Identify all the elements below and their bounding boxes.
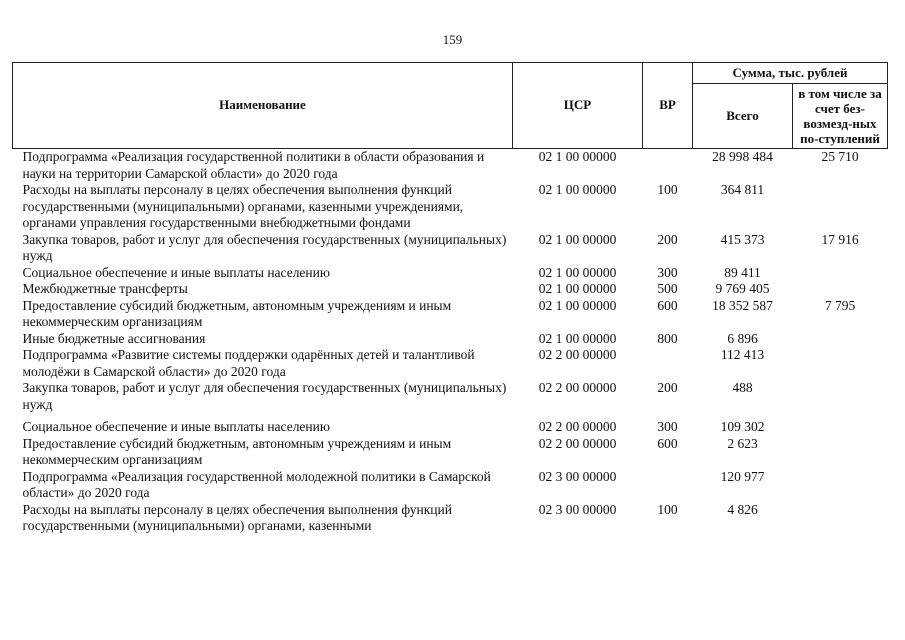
table-row — [13, 436, 888, 469]
row-csr: 02 3 00 00000 — [538, 501, 617, 517]
row-total: 4 826 — [727, 501, 758, 517]
table-row — [13, 265, 888, 282]
row-total: 9 769 405 — [715, 281, 770, 296]
row-csr: 02 1 00 00000 — [538, 297, 617, 313]
row-csr: 02 2 00 00000 — [538, 347, 617, 362]
row-free: 17 916 — [821, 231, 859, 247]
row-name: Закупка товаров, работ и услуг для обеспечения государственных (муниципальных) нужд — [22, 380, 507, 412]
row-vr: 600 — [657, 435, 678, 451]
row-free: 25 710 — [821, 149, 859, 164]
row-name: Подпрограмма «Реализация государственной молодежной политики в Самарской области» до 2020 года — [22, 468, 491, 500]
table-row — [13, 149, 888, 183]
row-csr: 02 1 00 00000 — [538, 264, 617, 280]
row-total: 2 623 — [727, 435, 758, 451]
row-csr: 02 1 00 00000 — [538, 182, 617, 197]
row-total: 112 413 — [720, 347, 765, 362]
header-csr: ЦСР — [513, 63, 643, 149]
table-row — [13, 380, 888, 413]
header-free: в том числе за счет без-возмезд-ных по-ступлений — [793, 84, 888, 149]
row-csr: 02 2 00 00000 — [538, 435, 617, 451]
row-vr: 200 — [657, 231, 678, 247]
row-name: Предоставление субсидий бюджетным, автономным учреждениям и иным некоммерческим организациям — [22, 297, 452, 329]
row-vr: 600 — [657, 297, 678, 313]
row-free — [793, 469, 888, 502]
row-total: 415 373 — [720, 231, 765, 247]
row-total: 18 352 587 — [712, 297, 773, 313]
row-csr: 02 1 00 00000 — [538, 330, 617, 346]
row-name: Предоставление субсидий бюджетным, автономным учреждениям и иным некоммерческим организациям — [22, 435, 452, 467]
table-row — [13, 419, 888, 436]
row-csr: 02 1 00 00000 — [538, 231, 617, 247]
table-body — [13, 149, 888, 535]
row-name: Межбюджетные трансферты — [22, 281, 188, 296]
row-csr: 02 2 00 00000 — [538, 380, 617, 395]
row-vr: 300 — [657, 264, 678, 280]
row-name: Социальное обеспечение и иные выплаты населению — [22, 419, 330, 434]
table-header — [13, 63, 888, 149]
row-csr: 02 2 00 00000 — [538, 419, 617, 434]
table-row — [13, 469, 888, 502]
row-csr: 02 1 00 00000 — [538, 149, 617, 164]
row-vr: 100 — [657, 501, 678, 517]
row-total: 488 — [732, 380, 753, 395]
row-name: Иные бюджетные ассигнования — [22, 330, 206, 346]
row-vr: 800 — [657, 330, 678, 346]
row-total: 28 998 484 — [712, 149, 773, 164]
row-total: 120 977 — [720, 468, 765, 484]
row-total: 364 811 — [720, 182, 765, 197]
row-vr — [643, 149, 693, 183]
row-name: Социальное обеспечение и иные выплаты населению — [22, 264, 330, 280]
row-vr: 100 — [657, 182, 678, 197]
header-total: Всего — [693, 84, 793, 149]
row-total: 6 896 — [727, 330, 758, 346]
row-vr — [643, 347, 693, 380]
row-name: Расходы на выплаты персоналу в целях обеспечения выполнения функций государственными (муниципальными) органами, казенными — [22, 501, 452, 533]
row-name: Подпрограмма «Реализация государственной политики в области образования и науки на территории Самарской области» до 2020 года — [22, 149, 485, 181]
row-vr: 300 — [657, 419, 678, 434]
header-name: Наименование — [13, 63, 513, 149]
row-free — [793, 502, 888, 535]
row-free — [793, 419, 888, 436]
row-vr: 500 — [657, 281, 678, 296]
row-total: 89 411 — [724, 264, 761, 280]
row-name: Закупка товаров, работ и услуг для обеспечения государственных (муниципальных) нужд — [22, 231, 507, 263]
row-vr: 200 — [657, 380, 678, 395]
page-number: 159 — [442, 32, 463, 47]
table-row — [13, 182, 888, 232]
table-row — [13, 281, 888, 298]
header-sum: Сумма, тыс. рублей — [693, 63, 888, 84]
row-vr — [643, 469, 693, 502]
row-free — [793, 380, 888, 413]
row-free — [793, 281, 888, 298]
table-row — [13, 331, 888, 348]
table-row — [13, 347, 888, 380]
budget-table — [12, 62, 888, 535]
row-name: Расходы на выплаты персоналу в целях обеспечения выполнения функций государственными (муниципальными) органами, казенными учреждениями, органами управления государственными внебюджетными фондами — [22, 182, 464, 230]
row-total: 109 302 — [720, 419, 765, 434]
table-row — [13, 232, 888, 265]
header-vr: ВР — [643, 63, 693, 149]
row-free — [793, 182, 888, 232]
row-csr: 02 3 00 00000 — [538, 468, 617, 484]
row-name: Подпрограмма «Развитие системы поддержки одарённых детей и талантливой молодёжи в Самарской области» до 2020 года — [22, 347, 475, 379]
row-csr: 02 1 00 00000 — [538, 281, 617, 296]
row-free — [793, 347, 888, 380]
row-free — [793, 265, 888, 282]
row-free: 7 795 — [824, 297, 856, 313]
row-free — [793, 436, 888, 469]
table-row — [13, 502, 888, 535]
row-free — [793, 331, 888, 348]
table-row — [13, 298, 888, 331]
